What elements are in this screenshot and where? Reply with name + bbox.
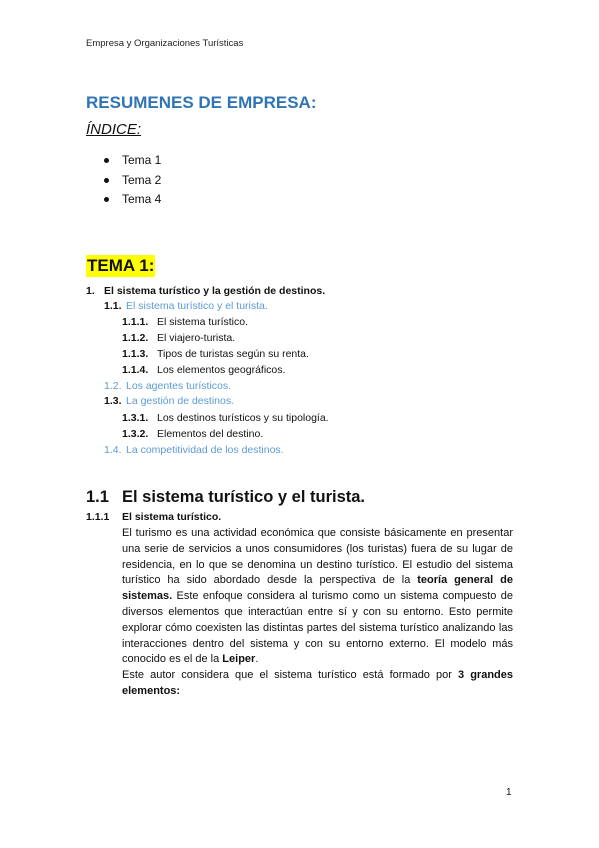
paragraph-text: .	[255, 653, 259, 666]
toc-number: 1.1.	[104, 300, 122, 312]
index-item-tema-1[interactable]: Tema 1	[104, 151, 161, 171]
toc-text: El sistema turístico y la gestión de destinos.	[104, 285, 326, 297]
paragraph-text: Este autor considera que el sistema turístico está formado por	[122, 669, 458, 682]
subsection-number: 1.1.1	[86, 511, 110, 523]
toc-text: Los agentes turísticos.	[126, 380, 232, 392]
toc-number: 1.3.1.	[122, 412, 149, 424]
toc-text: El sistema turístico y el turista.	[126, 300, 268, 312]
toc-number: 1.1.3.	[122, 348, 149, 360]
tema-1-heading: TEMA 1:	[87, 256, 155, 275]
paragraph-bold: 3 grandes elementos:	[122, 669, 513, 697]
toc-text: La gestión de destinos.	[126, 395, 234, 407]
paragraph-text: El turismo es una actividad económica que consiste básicamente en presentar una serie de servicios a unos consumidores (los turistas) fuera de su lugar de residencia, en lo que se denomina un destino turístico. El estudio del sistema turístico ha sido abordado desde la perspectiva de la	[122, 527, 513, 587]
toc-number: 1.2.	[104, 380, 122, 392]
section-number: 1.1	[86, 488, 109, 506]
page-header: Empresa y Organizaciones Turísticas	[86, 38, 244, 49]
toc-number: 1.3.2.	[122, 428, 149, 440]
section-heading	[86, 488, 365, 507]
toc-number: 1.1.1.	[122, 316, 149, 328]
paragraph-bold: Leiper	[222, 653, 256, 666]
toc-number: 1.1.2.	[122, 332, 149, 344]
toc-item-1-3-1	[122, 411, 329, 425]
toc-item-1-1-4	[122, 363, 285, 377]
toc-link-1-4[interactable]	[104, 443, 284, 457]
toc-item-1-3-2	[122, 427, 263, 441]
toc-link-1-3[interactable]	[104, 394, 234, 408]
toc-number: 1.3.	[104, 395, 122, 407]
toc-text: El viajero-turista.	[157, 332, 236, 344]
subsection-title: El sistema turístico.	[122, 511, 222, 523]
toc-text: Tipos de turistas según su renta.	[157, 348, 309, 360]
index-item-tema-4[interactable]: Tema 4	[104, 190, 161, 210]
toc-text: La competitividad de los destinos.	[126, 444, 284, 456]
paragraph-text: Este enfoque considera al turismo como un sistema compuesto de diversos elementos que interactúan entre sí y con su entorno. Esto permite explorar cómo coexisten las distintas partes del sistema turístico analizando las interacciones dentro del sistema y con su entorno externo. El modelo más conocido es el de la	[122, 590, 513, 666]
document-title: RESUMENES DE EMPRESA:	[86, 93, 317, 112]
subsection-heading	[86, 511, 221, 523]
index-item-tema-2[interactable]: Tema 2	[104, 171, 161, 191]
page-number: 1	[506, 787, 512, 798]
toc-number: 1.4.	[104, 444, 122, 456]
toc-item-1-1-2	[122, 331, 235, 345]
toc-text: Elementos del destino.	[157, 428, 264, 440]
toc-text: Los elementos geográficos.	[157, 364, 286, 376]
index-heading: ÍNDICE:	[86, 121, 142, 138]
section-title: El sistema turístico y el turista.	[122, 488, 366, 506]
index-list	[104, 151, 161, 210]
toc-item-1-1-3	[122, 347, 309, 361]
toc-number: 1.1.4.	[122, 364, 149, 376]
toc-main	[86, 284, 325, 298]
toc-item-1-1-1	[122, 315, 248, 329]
body-paragraph	[122, 526, 513, 700]
toc-number: 1.	[86, 285, 95, 297]
toc-text: El sistema turístico.	[157, 316, 249, 328]
toc-text: Los destinos turísticos y su tipología.	[157, 412, 329, 424]
toc-link-1-1[interactable]	[104, 299, 268, 313]
paragraph-bold: teoría general de sistemas.	[122, 574, 513, 603]
toc-link-1-2[interactable]	[104, 379, 231, 393]
